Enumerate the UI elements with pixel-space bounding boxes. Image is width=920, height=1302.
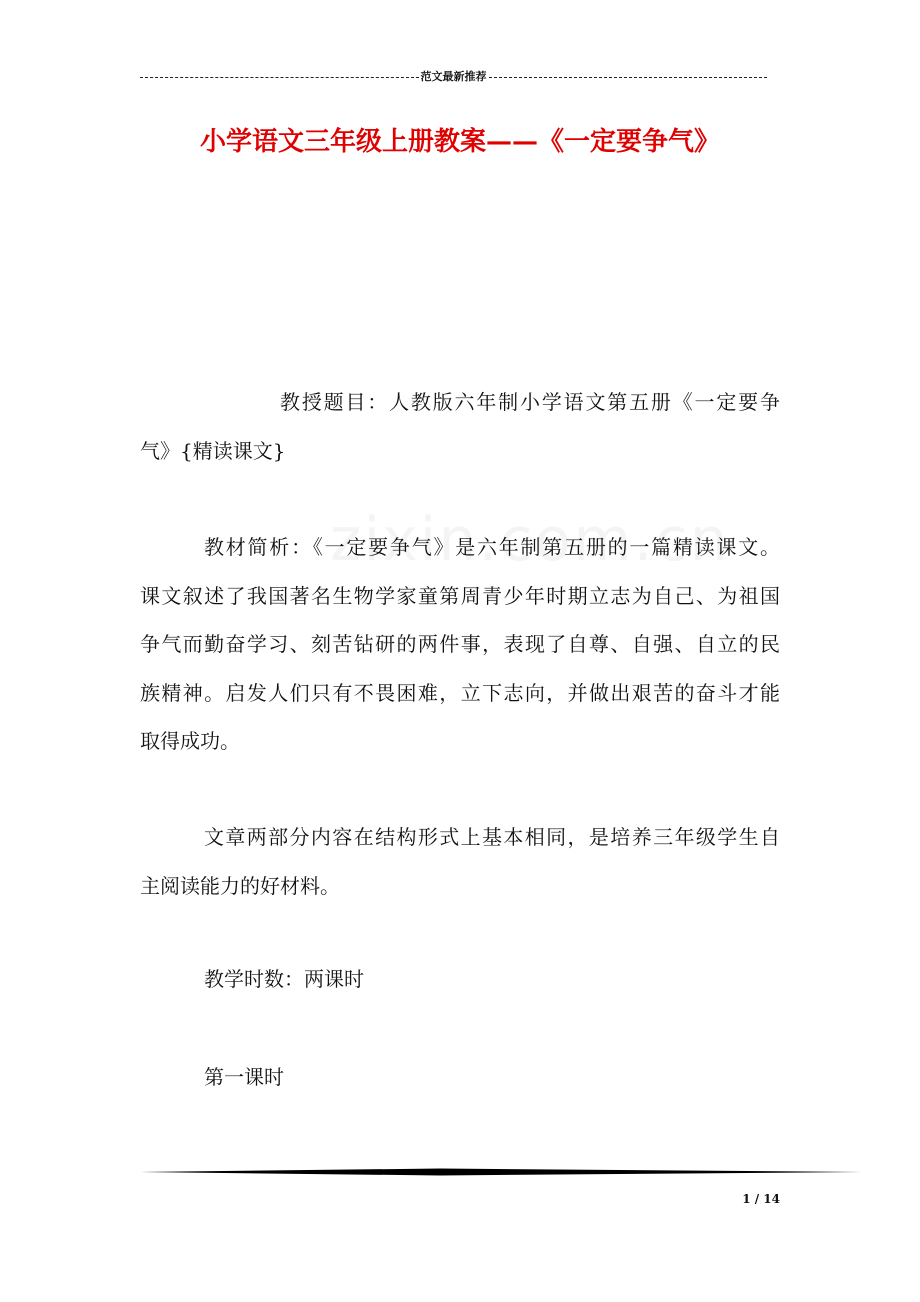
page-number: 1 / 14	[742, 1192, 780, 1206]
footer-rule	[140, 1166, 862, 1178]
paragraph-line: 第一课时	[204, 1065, 284, 1089]
page-header	[140, 70, 767, 84]
paragraph-teaching-topic	[140, 378, 780, 475]
header-dash-left	[140, 77, 419, 78]
paragraph-material-analysis	[140, 523, 780, 766]
paragraph-line: 争气而勤奋学习、刻苦钻研的两件事，表现了自尊、自强、自立的民	[140, 632, 780, 656]
paragraph-line: 教材简析：《一定要争气》是六年制第五册的一篇精读课文。	[204, 535, 780, 559]
paragraph-line: 主阅读能力的好材料。	[140, 873, 340, 898]
header-label: 范文最新推荐	[420, 70, 487, 83]
paragraph-structure	[140, 813, 780, 910]
document-title: 小学语文三年级上册教案——《一定要争气》	[199, 127, 720, 157]
paragraph-line: 气》{精读课文}	[140, 438, 286, 463]
paragraph-line: 教学时数：两课时	[204, 967, 364, 991]
paragraph-class-hours	[140, 955, 780, 1004]
header-dash-right	[489, 77, 768, 78]
paragraph-line: 取得成功。	[140, 729, 240, 753]
paragraph-line: 教授题目：人教版六年制小学语文第五册《一定要争	[280, 390, 780, 414]
paragraph-first-lesson	[140, 1053, 780, 1102]
paragraph-line: 文章两部分内容在结构形式上基本相同，是培养三年级学生自	[204, 825, 780, 849]
paragraph-line: 族精神。启发人们只有不畏困难，立下志向，并做出艰苦的奋斗才能	[140, 680, 780, 705]
paragraph-line: 课文叙述了我国著名生物学家童第周青少年时期立志为自己、为祖国	[140, 583, 780, 608]
